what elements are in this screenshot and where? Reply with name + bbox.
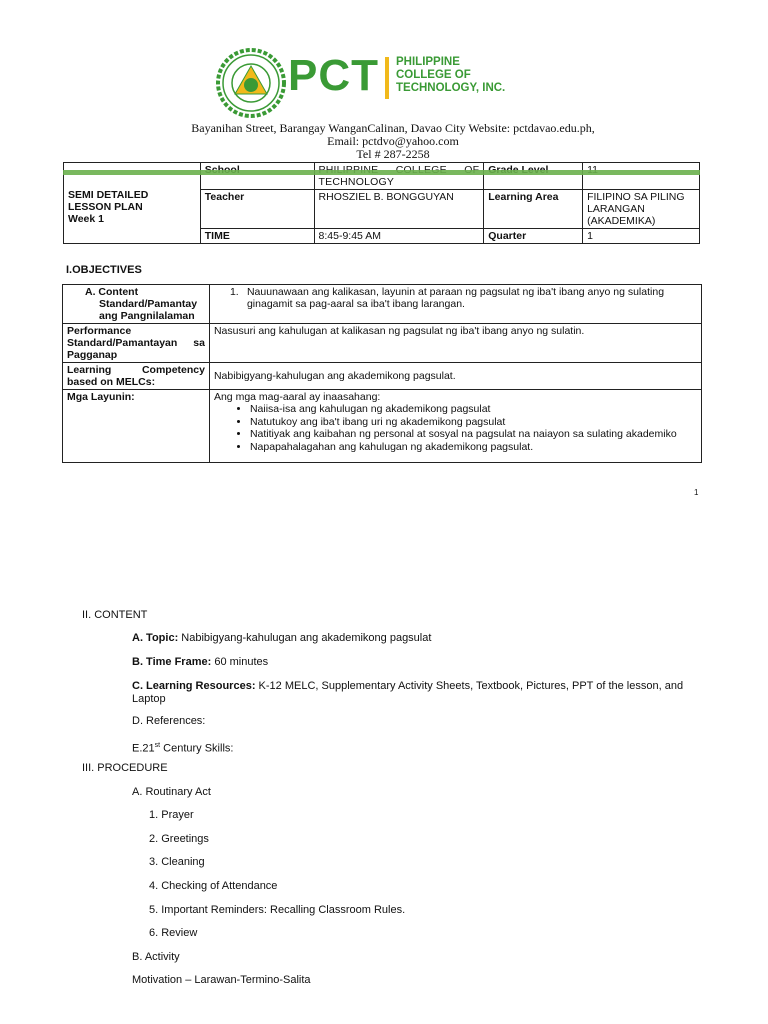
- time-label: TIME: [200, 229, 314, 244]
- procedure-heading: III. PROCEDURE: [82, 762, 168, 774]
- college-name: [396, 56, 505, 95]
- resources-first-line: [132, 680, 702, 693]
- list-item: 2. Greetings: [149, 833, 209, 845]
- objectives-table: [62, 284, 702, 463]
- competency-label-word: Learning: [67, 364, 112, 376]
- performance-label-line: Pagganap: [67, 349, 118, 361]
- list-item: 1. Prayer: [149, 809, 194, 821]
- time-frame-line: [132, 656, 268, 669]
- competency-label-word: Competency: [141, 364, 205, 376]
- resources-line: [132, 680, 702, 706]
- content-heading: II. CONTENT: [82, 609, 148, 621]
- layunin-intro: Ang mga mag-aaral ay inaasahang:: [213, 391, 381, 403]
- performance-standard-label: [63, 324, 210, 363]
- performance-label-line: [67, 337, 205, 349]
- teacher-value: RHOSZIEL B. BONGGUYAN: [314, 190, 484, 229]
- performance-label-word: sa: [193, 337, 205, 349]
- school-label: [200, 163, 314, 190]
- address-line: Bayanihan Street, Barangay WanganCalinan, Davao City Website: pctdavao.edu.ph,: [191, 121, 595, 135]
- competency-label-line: based on MELCs:: [67, 376, 156, 388]
- competency-label: [63, 363, 210, 390]
- list-item: 5. Important Reminders: Recalling Classroom Rules.: [149, 904, 406, 916]
- resources-label: C. Learning Resources:: [132, 680, 256, 692]
- list-item: 3. Cleaning: [149, 856, 205, 868]
- century-skills-suffix: Century Skills:: [160, 742, 234, 755]
- content-standard-line: A. Content: [85, 286, 139, 298]
- list-item: • Naiisa-isa ang kahulugan ng akademikong pagsulat: [250, 403, 697, 416]
- century-skills-prefix: E.21: [132, 742, 155, 755]
- layunin-value: [209, 390, 701, 463]
- quarter-label: Quarter: [484, 229, 583, 244]
- list-item: • Napapahalagahan ang kahulugan ng akademikong pagsulat.: [250, 441, 697, 454]
- topic-line: [132, 632, 431, 645]
- time-value: 8:45-9:45 AM: [314, 229, 484, 244]
- topic-label: A. Topic:: [132, 632, 179, 644]
- content-standard-value: [209, 285, 701, 324]
- objectives-heading: I.OBJECTIVES: [66, 264, 142, 276]
- performance-standard-value: Nasusuri ang kahulugan at kalikasan ng pagsulat ng iba't ibang anyo ng sulatin.: [209, 324, 701, 363]
- grade-label: [484, 163, 583, 190]
- list-item: 4. Checking of Attendance: [149, 880, 278, 892]
- time-frame-label: B. Time Frame:: [132, 656, 212, 668]
- list-item: • Natitiyak ang kaibahan ng personal at sosyal na pagsulat na naiayon sa sulating akademiko: [250, 428, 697, 441]
- phone-line: Tel # 287-2258: [356, 147, 430, 161]
- layunin-list: [214, 403, 697, 453]
- content-standard-line: ang Pangnilalaman: [99, 310, 195, 322]
- plan-week: Week 1: [68, 212, 104, 225]
- content-standard-num: 1.: [229, 286, 239, 298]
- competency-label-line: [67, 364, 205, 376]
- logo-divider: [385, 57, 389, 99]
- performance-label-word: Standard/Pamantayan: [67, 337, 178, 349]
- content-standard-item: [230, 286, 697, 310]
- list-item: 6. Review: [149, 927, 198, 939]
- century-skills-label: [132, 739, 233, 756]
- school-value: [314, 163, 484, 190]
- green-accent-line: [63, 170, 700, 175]
- school-address: [0, 122, 768, 161]
- references-label: D. References:: [132, 715, 206, 727]
- page-number: 1: [694, 488, 699, 497]
- plan-title: SEMI DETAILED: [68, 188, 149, 201]
- college-name-line: PHILIPPINE: [396, 56, 460, 68]
- activity-label: B. Activity: [132, 951, 180, 963]
- quarter-value: 1: [583, 229, 700, 244]
- list-item: • Natutukoy ang iba't ibang uri ng akademikong pagsulat: [250, 416, 697, 429]
- school-value-text: TECHNOLOGY: [318, 176, 395, 188]
- topic-value: Nabibigyang-kahulugan ang akademikong pagsulat: [178, 632, 432, 644]
- content-standard-label: [63, 285, 210, 324]
- college-seal-logo: [216, 48, 286, 118]
- content-standard-line: Standard/Pamantay: [99, 298, 198, 310]
- grade-value: [583, 163, 700, 190]
- content-standard-text: Nauunawaan ang kalikasan, layunin at paraan ng pagsulat ng iba't ibang anyo ng sulating ginagamit sa pag-aaral sa iba't ibang larangan.: [246, 286, 665, 310]
- resources-value: K-12 MELC, Supplementary Activity Sheets, Textbook, Pictures, PPT of the lesson, and: [255, 680, 684, 692]
- time-frame-value: 60 minutes: [211, 656, 269, 668]
- century-skills-sup: st: [154, 742, 161, 749]
- college-name-line: COLLEGE OF: [396, 69, 471, 81]
- plan-title: LESSON PLAN: [68, 200, 143, 213]
- routinary-act-label: A. Routinary Act: [132, 786, 211, 798]
- competency-value: Nabibigyang-kahulugan ang akademikong pagsulat.: [209, 363, 701, 390]
- layunin-label: Mga Layunin:: [63, 390, 210, 463]
- motivation-label: Motivation – Larawan-Termino-Salita: [132, 974, 311, 986]
- resources-value-cont: Laptop: [132, 693, 166, 705]
- learning-area-value: FILIPINO SA PILING LARANGAN (AKADEMIKA): [583, 190, 700, 229]
- teacher-label: Teacher: [200, 190, 314, 229]
- learning-area-label: Learning Area: [484, 190, 583, 229]
- email-line: Email: pctdvo@yahoo.com: [327, 134, 459, 148]
- college-name-line: TECHNOLOGY, INC.: [396, 82, 506, 94]
- logo-acronym: PCT: [288, 51, 379, 100]
- performance-label-line: Performance: [67, 325, 132, 337]
